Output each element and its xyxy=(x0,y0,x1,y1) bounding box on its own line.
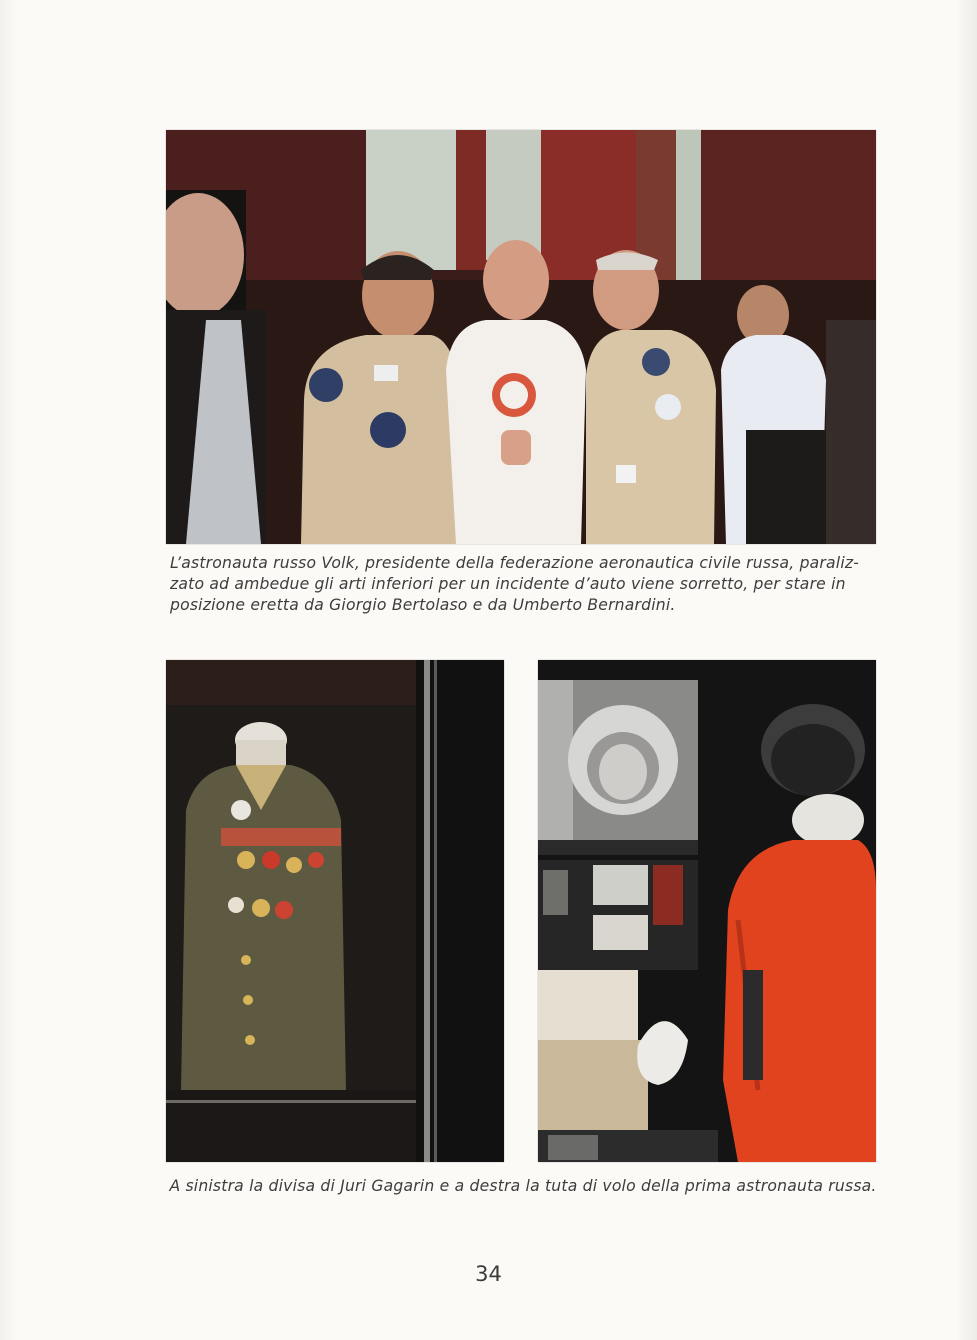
caption-top: L’astronauta russo Volk, presidente della federazione aeronautica civile russa, paraliz-zato ad ambedue gli arti inferiori per un incidente d’auto viene sorretto, per stare in posizione eretta da Giorgio Bertolaso e da Umberto Bernardini. xyxy=(170,554,860,614)
photo-top xyxy=(166,130,876,544)
photo-bottom-left xyxy=(166,660,504,1162)
caption-bottom: A sinistra la divisa di Juri Gagarin e a destra la tuta di volo della prima astronauta russa. xyxy=(169,1177,877,1195)
photo-top-image xyxy=(166,130,876,544)
photo-bottom-right xyxy=(538,660,876,1162)
photo-bottom-right-image xyxy=(538,660,876,1162)
photo-bottom-left-image xyxy=(166,660,504,1162)
page-number: 34 xyxy=(475,1262,502,1286)
